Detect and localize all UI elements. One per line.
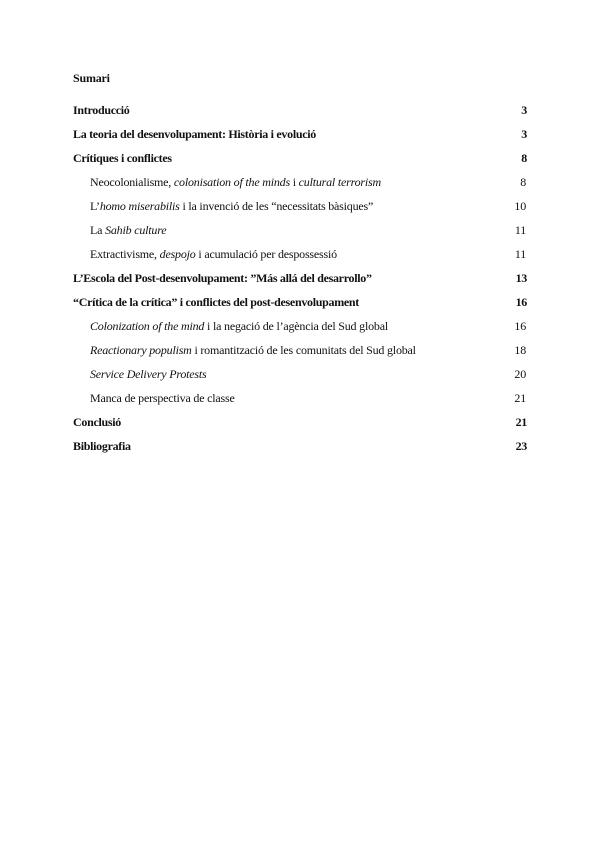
toc-entry[interactable]: [73, 342, 527, 366]
toc-entry-label[interactable]: [73, 294, 359, 310]
toc-entry[interactable]: [73, 174, 527, 198]
toc-entry-italic-text: Reactionary populism: [90, 343, 192, 357]
toc-entry-text: Extractivisme,: [90, 247, 160, 261]
toc-entry-text: i acumulació per despossessió: [195, 247, 337, 261]
toc-entry[interactable]: [73, 150, 527, 174]
toc-entry-page-number: 10: [514, 199, 526, 213]
toc-entry-page-number: 3: [521, 103, 527, 117]
toc-entry-text: i la invenció de les “necessitats bàsiques”: [179, 199, 374, 213]
toc-entry-page-number: 16: [514, 319, 526, 333]
toc-entry-label[interactable]: [73, 150, 172, 166]
toc-entry[interactable]: [73, 270, 527, 294]
toc-entry-label[interactable]: [90, 174, 381, 190]
toc-entry-text: Manca de perspectiva de classe: [90, 391, 235, 405]
toc-entry[interactable]: [73, 390, 527, 414]
toc-entry[interactable]: [73, 294, 527, 318]
toc-entry[interactable]: [73, 366, 527, 390]
toc-entry[interactable]: [73, 438, 527, 462]
toc-entry-text: La teoria del desenvolupament: Història i evolució: [73, 127, 316, 141]
toc-entry-label[interactable]: [90, 390, 235, 406]
toc-entry-label[interactable]: [73, 438, 131, 454]
toc-entry[interactable]: [73, 222, 527, 246]
toc-entry-page-number: 21: [514, 391, 526, 405]
toc-entry-italic-text: colonisation of the minds: [173, 175, 290, 189]
toc-entry-page-number: 11: [514, 223, 526, 237]
toc-entry[interactable]: [73, 246, 527, 270]
toc-entry-label[interactable]: [90, 246, 337, 262]
toc-entry-label[interactable]: [73, 270, 372, 286]
toc-entry[interactable]: [73, 198, 527, 222]
toc-entry-page-number: 8: [520, 175, 526, 189]
toc-entry-label[interactable]: [73, 126, 316, 142]
toc-entry[interactable]: [73, 414, 527, 438]
toc-entry-text: La: [90, 223, 106, 237]
toc-entry-label[interactable]: [90, 342, 416, 358]
toc-entry-label[interactable]: [90, 366, 207, 382]
toc-entry-italic-text: Service Delivery Protests: [90, 367, 207, 381]
toc-entry-text: i: [289, 175, 299, 189]
toc-entry-page-number: 18: [514, 343, 526, 357]
toc-entry-label[interactable]: [73, 102, 129, 118]
toc-title: Sumari: [73, 71, 110, 85]
toc-entry-page-number: 8: [521, 151, 527, 165]
toc-entry-text: Conclusió: [73, 415, 121, 429]
toc-entry-text: L’: [90, 199, 100, 213]
toc-entry[interactable]: [73, 126, 527, 150]
toc-entry-text: Neocolonialisme,: [90, 175, 174, 189]
toc-entry-text: Bibliografia: [73, 439, 131, 453]
toc-entry-page-number: 3: [521, 127, 527, 141]
toc-entry-label[interactable]: [90, 222, 166, 238]
toc-entry-text: “Crítica de la crítica” i conflictes del post-desenvolupament: [73, 295, 359, 309]
toc-entry-page-number: 16: [515, 295, 527, 309]
toc-entry[interactable]: [73, 318, 527, 342]
toc-entry-italic-text: homo miserabilis: [99, 199, 180, 213]
toc-entry-text: Introducció: [73, 103, 130, 117]
toc-entry-text: Crítiques i conflictes: [73, 151, 172, 165]
toc-entry-label[interactable]: [90, 198, 373, 214]
toc-entry-italic-text: Sahib culture: [105, 223, 167, 237]
toc-entry-italic-text: despojo: [159, 247, 196, 261]
toc-entry[interactable]: [73, 102, 527, 126]
toc-entry-label[interactable]: [90, 318, 388, 334]
toc-entry-italic-text: cultural terrorism: [298, 175, 381, 189]
toc-entry-text: i la negació de l’agència del Sud global: [204, 319, 388, 333]
toc-entry-text: L’Escola del Post-desenvolupament: ”Más allá del desarrollo”: [73, 271, 372, 285]
toc-entry-page-number: 21: [515, 415, 527, 429]
toc-entry-page-number: 11: [514, 247, 526, 261]
toc-entry-page-number: 20: [514, 367, 526, 381]
toc-entry-label[interactable]: [73, 414, 121, 430]
toc-entry-italic-text: Colonization of the mind: [90, 319, 205, 333]
table-of-contents: [73, 102, 527, 462]
toc-entry-page-number: 23: [515, 439, 527, 453]
toc-entry-text: i romantització de les comunitats del Sud global: [191, 343, 416, 357]
toc-entry-page-number: 13: [515, 271, 527, 285]
